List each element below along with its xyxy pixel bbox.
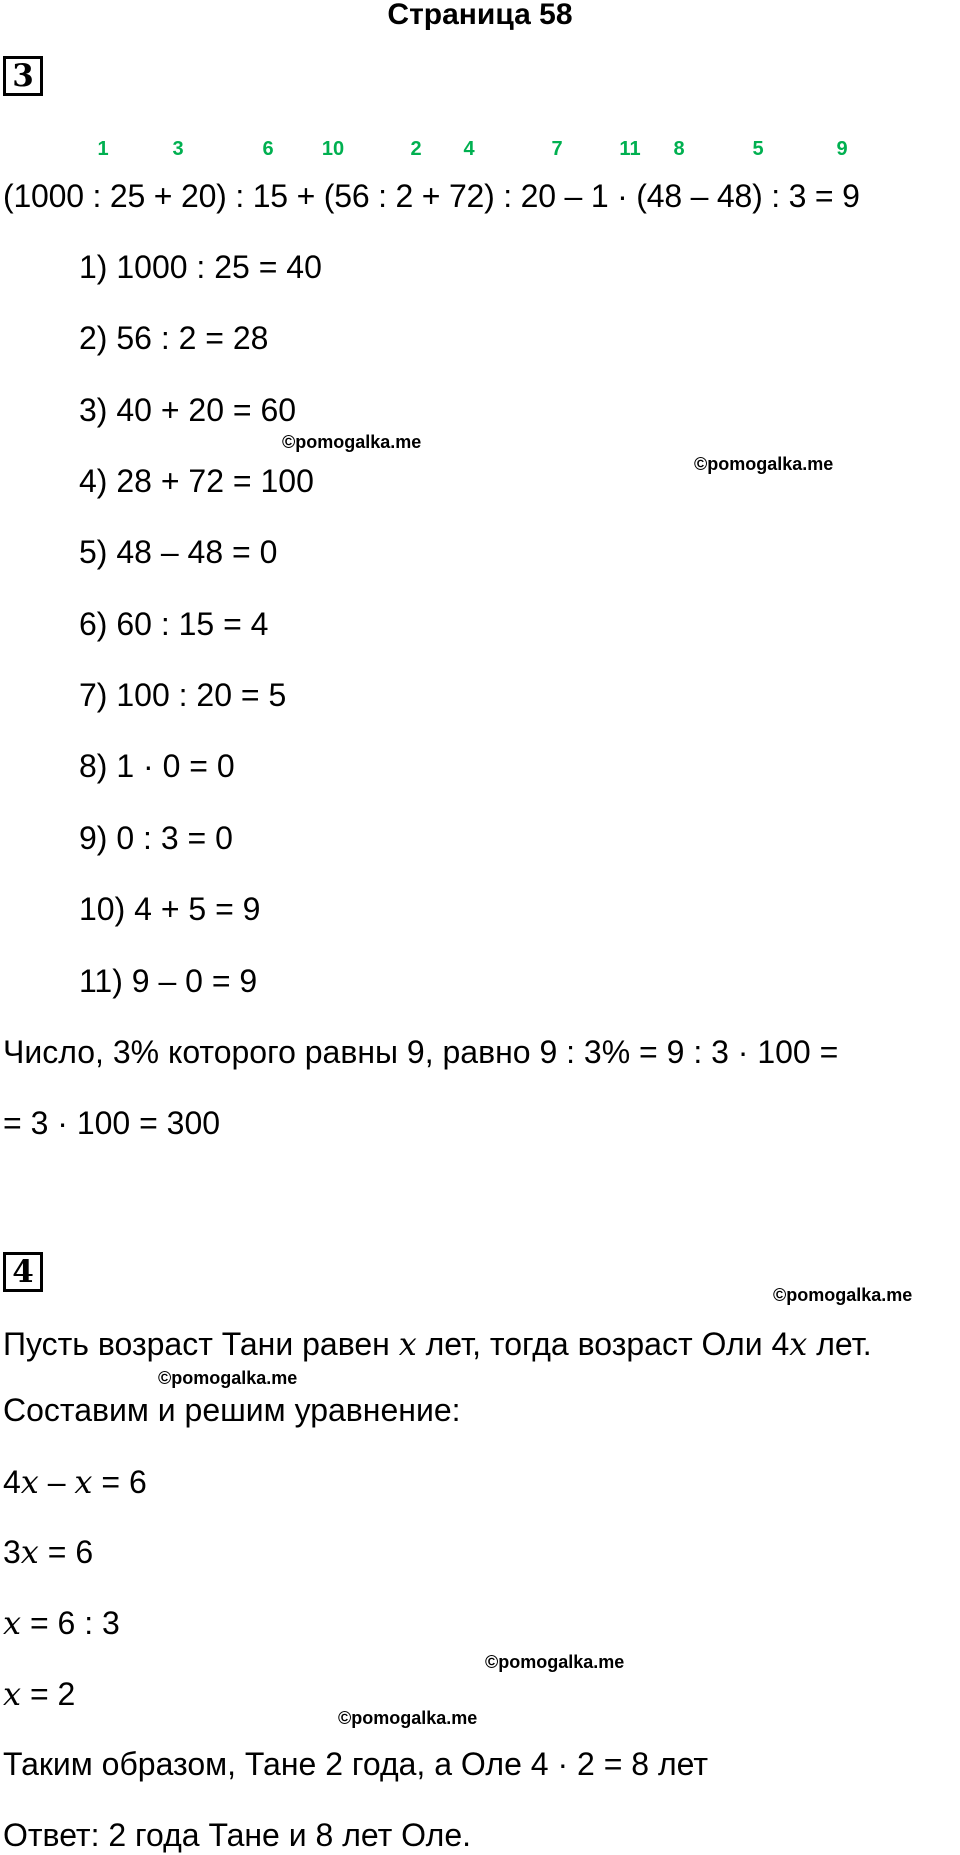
conclusion: Таким образом, Тане 2 года, а Оле 4 · 2 = 8 лет — [3, 1746, 709, 1782]
equation-1 — [3, 1462, 147, 1502]
eq2-coef: 3 — [3, 1534, 21, 1570]
percent-line-1: Число, 3% которого равны 9, равно 9 : 3% = 9 : 3 · 100 = — [3, 1034, 839, 1070]
step-10: 10) 4 + 5 = 9 — [79, 891, 261, 927]
watermark: ©pomogalka.me — [282, 432, 422, 452]
watermark: ©pomogalka.me — [338, 1708, 478, 1728]
eq3-rhs: = 6 : 3 — [21, 1605, 120, 1641]
equation-3 — [3, 1603, 120, 1643]
eq1-rhs: = 6 — [92, 1464, 147, 1500]
percent-line-2: = 3 · 100 = 300 — [3, 1105, 221, 1141]
variable-x: x — [20, 1463, 39, 1501]
eq1-coef: 4 — [3, 1464, 21, 1500]
page-title: Страница 58 — [387, 0, 573, 31]
eq2-rhs: = 6 — [38, 1534, 94, 1570]
task-4-number: 4 — [3, 1252, 43, 1292]
step-1: 1) 1000 : 25 = 40 — [79, 249, 322, 285]
step-3: 3) 40 + 20 = 60 — [79, 392, 297, 428]
eq4-rhs: = 2 — [21, 1676, 76, 1712]
intro-text-a: Пусть возраст Тани равен — [3, 1326, 399, 1362]
variable-x: x — [789, 1325, 808, 1363]
step-4: 4) 28 + 72 = 100 — [79, 463, 314, 499]
step-2: 2) 56 : 2 = 28 — [79, 320, 269, 356]
answer: Ответ: 2 года Тане и 8 лет Оле. — [3, 1817, 472, 1853]
equation-4 — [3, 1674, 75, 1714]
task-3-number: 3 — [3, 56, 43, 96]
watermark: ©pomogalka.me — [773, 1285, 913, 1305]
order-mark: 8 — [673, 138, 685, 160]
variable-x: x — [3, 1675, 22, 1713]
step-8: 8) 1 · 0 = 0 — [79, 748, 235, 784]
step-9: 9) 0 : 3 = 0 — [79, 820, 233, 856]
step-6: 6) 60 : 15 = 4 — [79, 606, 269, 642]
variable-x: x — [398, 1325, 417, 1363]
intro-line — [3, 1324, 872, 1364]
order-mark: 6 — [262, 138, 274, 160]
intro-text-b: лет, тогда возраст Оли 4 — [416, 1326, 790, 1362]
equation-2 — [3, 1532, 93, 1572]
variable-x: x — [3, 1604, 22, 1642]
eq1-minus: – — [38, 1464, 75, 1500]
order-mark: 7 — [551, 138, 563, 160]
intro-text-c: лет. — [807, 1326, 872, 1362]
compose-line: Составим и решим уравнение: — [3, 1392, 461, 1428]
order-mark: 5 — [752, 138, 764, 160]
order-mark: 2 — [410, 138, 422, 160]
variable-x: x — [74, 1463, 93, 1501]
order-mark: 1 — [97, 138, 109, 160]
step-7: 7) 100 : 20 = 5 — [79, 677, 287, 713]
step-5: 5) 48 – 48 = 0 — [79, 534, 278, 570]
order-mark: 4 — [463, 138, 475, 160]
variable-x: x — [20, 1533, 39, 1571]
watermark: ©pomogalka.me — [485, 1652, 625, 1672]
expression: (1000 : 25 + 20) : 15 + (56 : 2 + 72) : 20 – 1 · (48 – 48) : 3 = 9 — [3, 178, 860, 214]
order-mark: 3 — [172, 138, 184, 160]
order-mark: 9 — [836, 138, 848, 160]
step-11: 11) 9 – 0 = 9 — [79, 963, 258, 999]
watermark: ©pomogalka.me — [694, 454, 834, 474]
watermark: ©pomogalka.me — [158, 1368, 298, 1388]
order-mark: 10 — [321, 138, 345, 160]
order-mark: 11 — [619, 138, 641, 160]
